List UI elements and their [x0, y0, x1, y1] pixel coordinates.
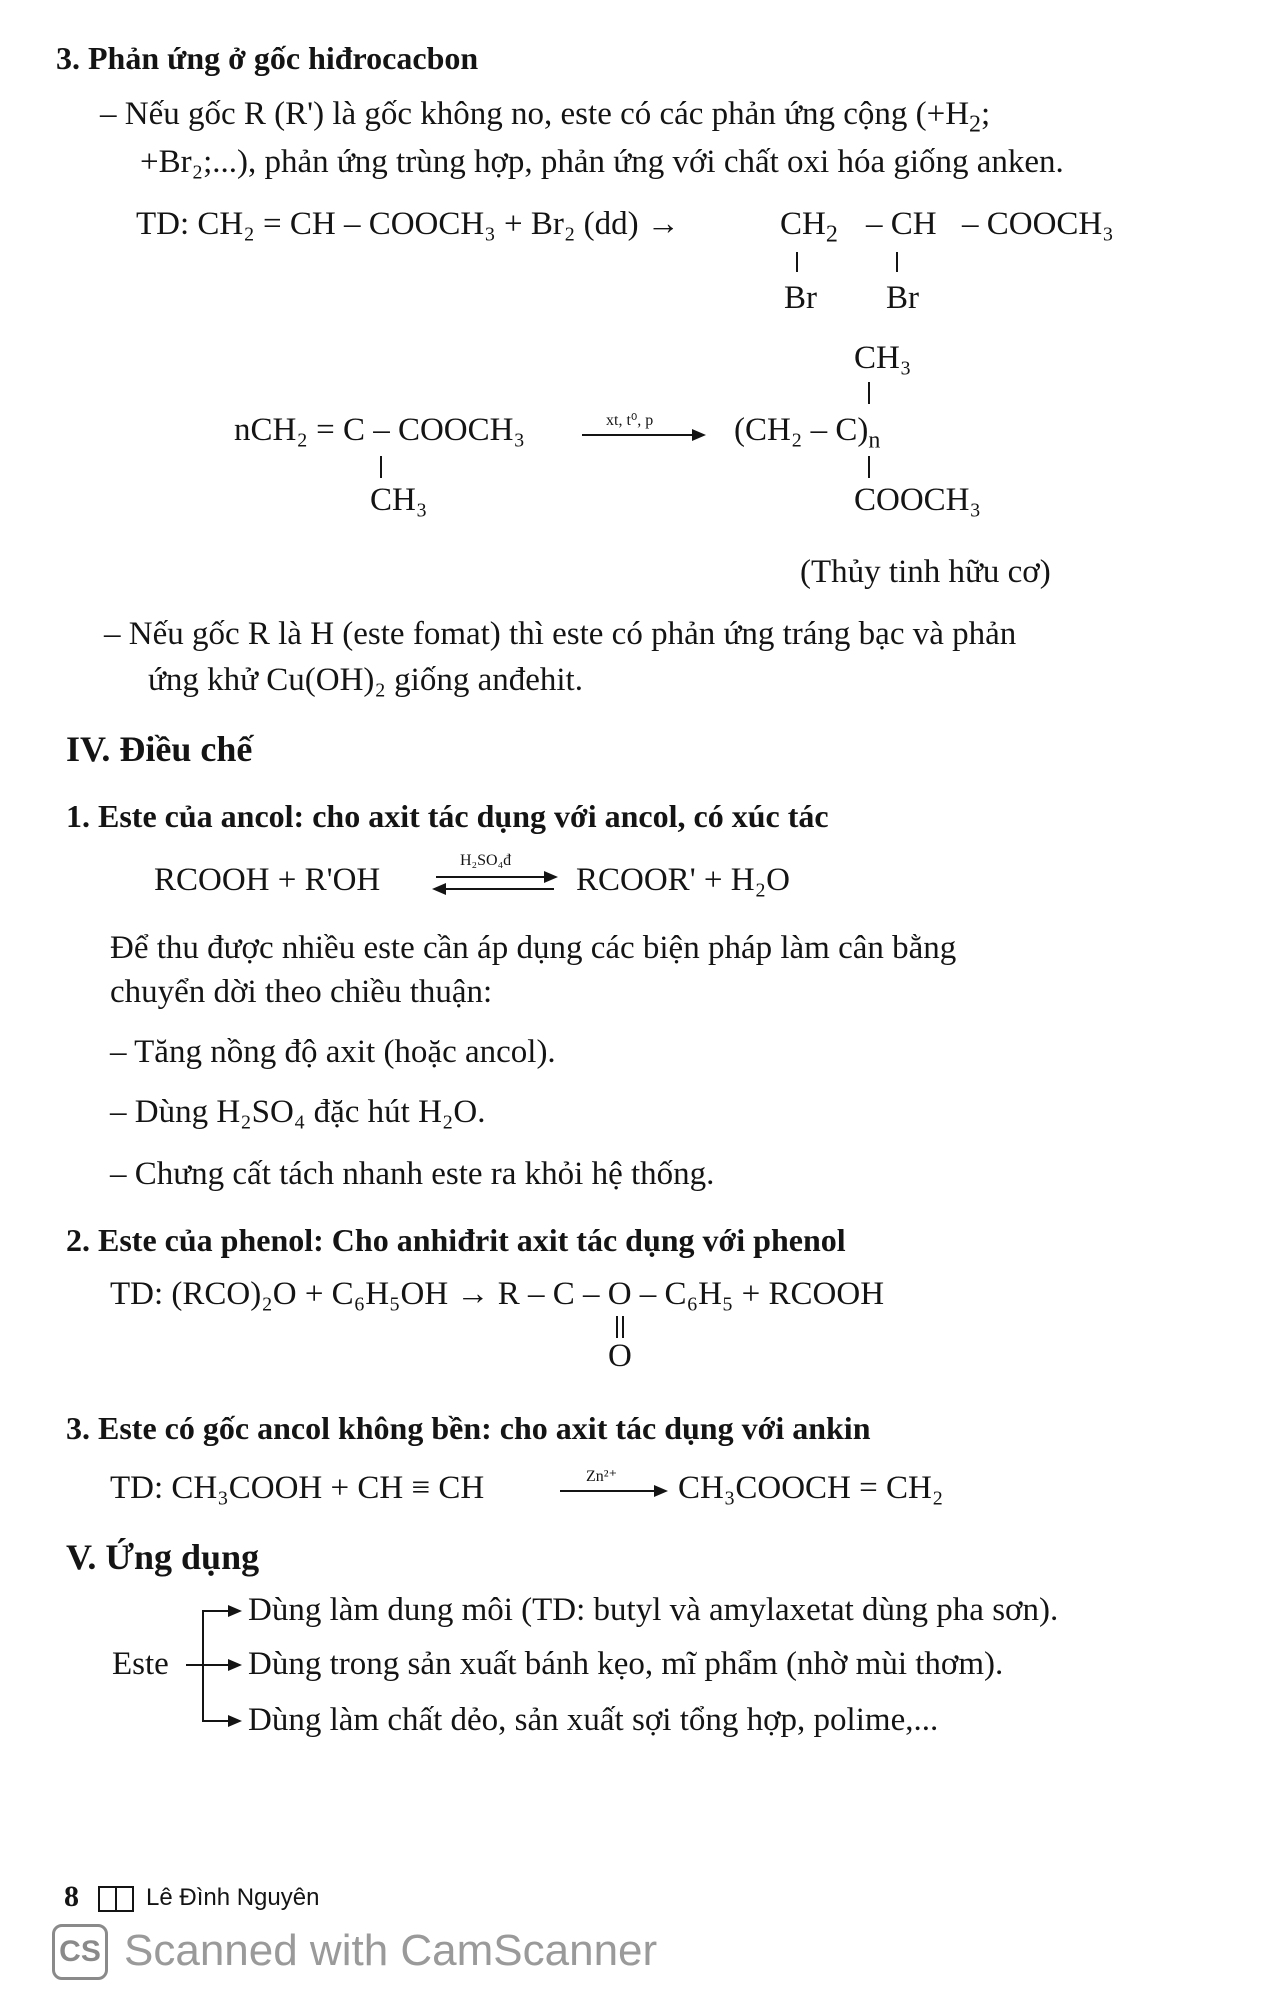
carbonyl-oxygen: O [608, 1338, 632, 1374]
vinyl-eq-left: TD: CH₃COOH + CH ≡ CH [110, 1470, 485, 1506]
equilibrium-arrow-backward [444, 888, 554, 890]
este-label: Este [112, 1646, 169, 1682]
eq2-cooch3: COOCH₃ [854, 482, 982, 518]
equilibrium-arrow-forward-head [544, 871, 558, 883]
sub-2-title: 2. Este của phenol: Cho anhiđrit axit tác dụng với phenol [66, 1222, 846, 1258]
camscanner-logo-icon: CS [52, 1924, 108, 1980]
author-name: Lê Đình Nguyên [146, 1884, 320, 1911]
eq1-br-1: Br [784, 280, 817, 316]
sub-1-para-line-1: Để thu được nhiều este cần áp dụng các biện pháp làm cân bằng [110, 930, 957, 966]
eq2-bond-left [380, 456, 382, 478]
vinyl-eq-arrow [560, 1490, 656, 1492]
application-item-2: Dùng trong sản xuất bánh kẹo, mĩ phẩm (nhờ mùi thơm). [248, 1646, 1004, 1682]
bullet-2-line-1: – Nếu gốc R là H (este fomat) thì este có phản ứng tráng bạc và phản [104, 616, 1017, 652]
esterification-left: RCOOH + R'OH [154, 862, 381, 898]
eq1-bond-2 [896, 252, 898, 272]
eq1-bond-1 [796, 252, 798, 272]
camscanner-watermark: Scanned with CamScanner [124, 1926, 658, 1975]
eq2-ch3-top: CH₃ [854, 340, 912, 376]
sub-1-item-2: – Dùng H₂SO₄ đặc hút H₂O. [110, 1094, 486, 1130]
eq1-ch2: $CH_2$ [780, 206, 838, 248]
bracket-arrow-2-head [228, 1659, 242, 1671]
eq2-condition: xt, t⁰, p [606, 412, 654, 429]
bullet-1-line-1: – Nếu gốc R (R') là gốc không no, este có các phản ứng cộng ($+H_2$; [100, 96, 991, 138]
section-V-title: V. Ứng dụng [66, 1537, 260, 1577]
eq2-bond-bottom [868, 456, 870, 478]
phenol-equation: TD: (RCO)₂O + C₆H₅OH → R – C – O – C₆H₅ + RCOOH [110, 1276, 885, 1312]
eq1-br-2: Br [886, 280, 919, 316]
bracket-arrow-1 [202, 1610, 230, 1612]
vinyl-eq-arrow-head [654, 1485, 668, 1497]
eq2-note: (Thủy tinh hữu cơ) [800, 554, 1051, 590]
eq2-arrow [582, 434, 694, 436]
eq1-ch: – CH [866, 206, 937, 242]
double-bond-left [616, 1316, 618, 1338]
bracket-vertical [202, 1610, 204, 1722]
vinyl-eq-right: CH₃COOCH = CH₂ [678, 1470, 944, 1506]
book-icon [98, 1886, 134, 1912]
eq2-ch3-bottom: CH₃ [370, 482, 428, 518]
vinyl-eq-catalyst: Zn²⁺ [586, 1468, 618, 1485]
eq2-left: nCH₂ = C – COOCH₃ [234, 412, 525, 448]
eq2-bond-top [868, 382, 870, 404]
sub-3-title: 3. Este có gốc ancol không bền: cho axit tác dụng với ankin [66, 1410, 871, 1446]
eq1-left: TD: CH₂ = CH – COOCH₃ + Br₂ (dd) → [136, 206, 680, 242]
sub-1-item-3: – Chưng cất tách nhanh este ra khỏi hệ thống. [110, 1156, 715, 1192]
bracket-arrow-3 [202, 1720, 230, 1722]
bullet-2-line-2: ứng khử Cu(OH)₂ giống anđehit. [148, 662, 583, 698]
eq2-right: $(CH_2 - C)_n$ [734, 412, 881, 454]
application-item-3: Dùng làm chất dẻo, sản xuất sợi tổng hợp, polime,... [248, 1702, 939, 1738]
bracket-arrow-2 [186, 1664, 230, 1666]
eq2-arrow-head [692, 429, 706, 441]
eq1-tail: – COOCH₃ [962, 206, 1114, 242]
section-3-title: 3. Phản ứng ở gốc hiđrocacbon [56, 40, 479, 76]
sub-1-para-line-2: chuyển dời theo chiều thuận: [110, 974, 493, 1010]
esterification-right: RCOOR' + H₂O [576, 862, 790, 898]
bracket-arrow-1-head [228, 1605, 242, 1617]
esterification-catalyst: H₂SO₄đ [460, 852, 512, 869]
equilibrium-arrow-forward [436, 876, 546, 878]
bracket-arrow-3-head [228, 1715, 242, 1727]
page-number: 8 [64, 1880, 79, 1913]
bullet-1-line-2: +Br₂;...), phản ứng trùng hợp, phản ứng với chất oxi hóa giống anken. [140, 144, 1064, 180]
section-IV-title: IV. Điều chế [66, 729, 253, 769]
sub-1-title: 1. Este của ancol: cho axit tác dụng với ancol, có xúc tác [66, 798, 829, 834]
sub-1-item-1: – Tăng nồng độ axit (hoặc ancol). [110, 1034, 556, 1070]
application-item-1: Dùng làm dung môi (TD: butyl và amylaxetat dùng pha sơn). [248, 1592, 1059, 1628]
equilibrium-arrow-backward-head [432, 883, 446, 895]
double-bond-right [622, 1316, 624, 1338]
